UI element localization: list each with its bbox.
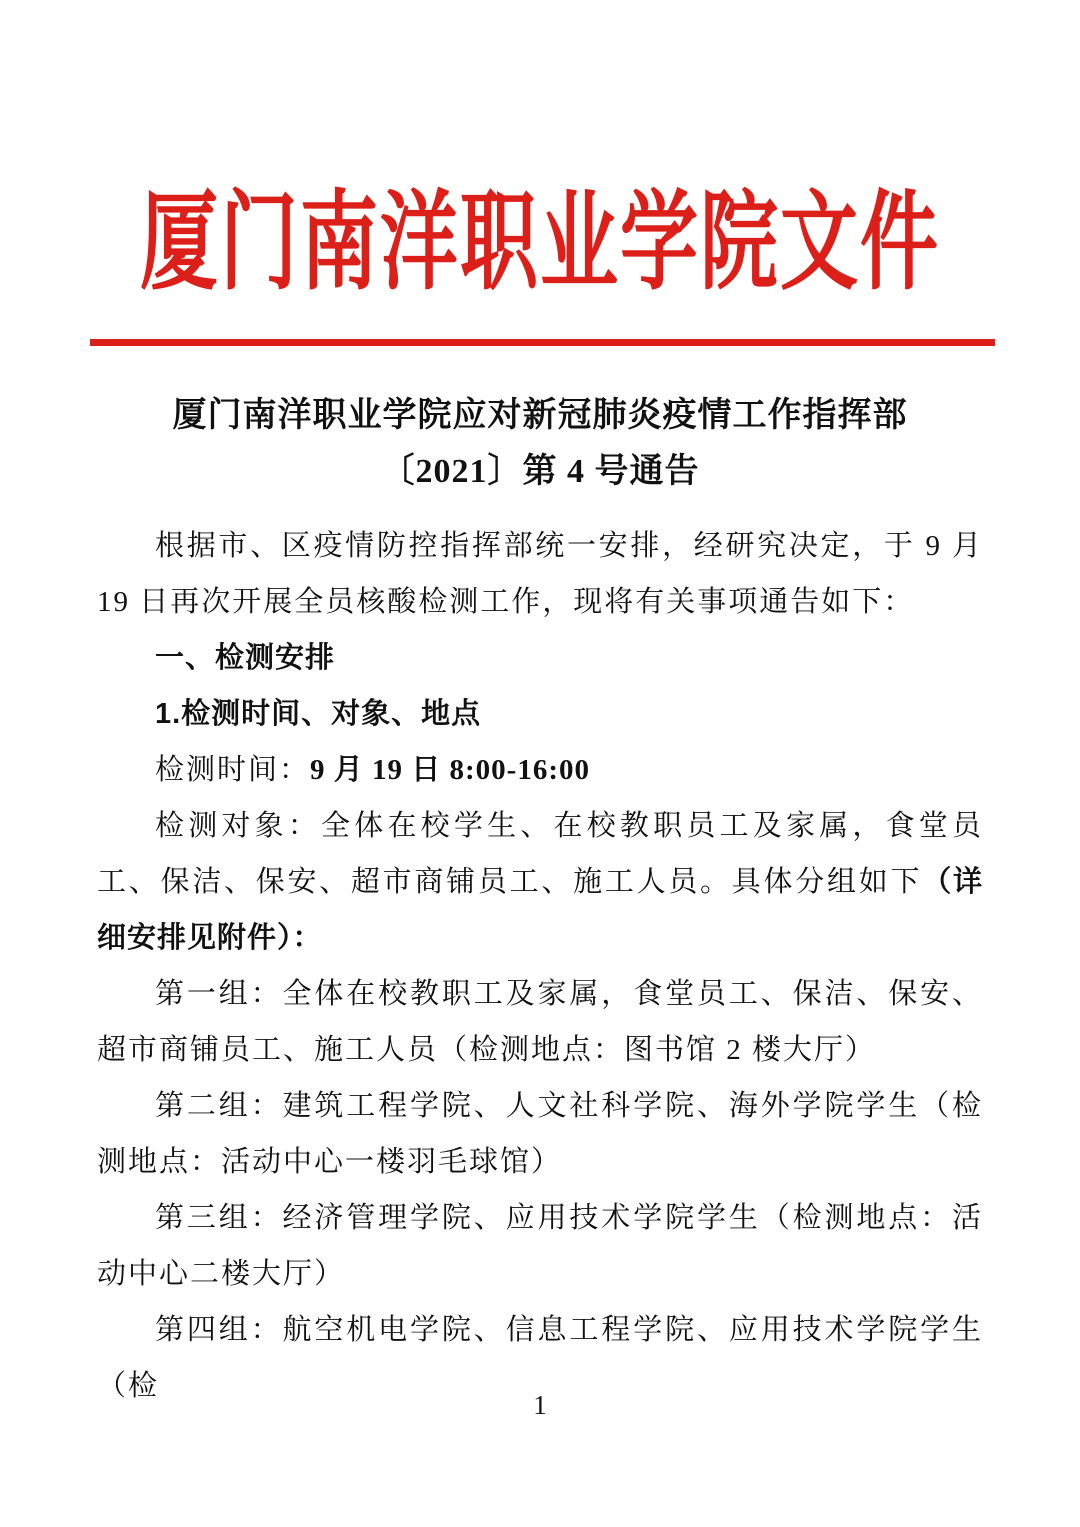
paragraph-test-target	[97, 798, 983, 966]
test-time-label: 检测时间：	[155, 754, 311, 786]
sub-heading-1: 1.检测时间、对象、地点	[155, 698, 482, 730]
paragraph-test-time	[97, 742, 983, 798]
red-masthead-title: 厦门南洋职业学院文件	[139, 182, 940, 303]
section-heading-1: 一、检测安排	[155, 642, 336, 674]
page-number: 1	[533, 1390, 547, 1420]
document-title-line1: 厦门南洋职业学院应对新冠肺炎疫情工作指挥部	[172, 397, 908, 434]
document-title	[50, 388, 1030, 500]
paragraph-group-1: 第一组：全体在校教职工及家属，食堂员工、保洁、保安、超市商铺员工、施工人员（检测地点：图书馆 2 楼大厅）	[97, 978, 983, 1066]
document-title-line2: 〔2021〕第 4 号通告	[380, 453, 700, 490]
test-target-bold-note: （详细安排见附件）：	[97, 866, 983, 954]
test-target-text: 检测对象：全体在校学生、在校教职员工及家属，食堂员工、保洁、保安、超市商铺员工、施工人员。具体分组如下	[97, 810, 983, 898]
test-time-value: 9 月 19 日 8:00-16:00	[310, 754, 590, 786]
paragraph-intro: 根据市、区疫情防控指挥部统一安排，经研究决定，于 9 月 19 日再次开展全员核酸检测工作，现将有关事项通告如下：	[97, 530, 983, 618]
paragraph-group-2: 第二组：建筑工程学院、人文社科学院、海外学院学生（检测地点：活动中心一楼羽毛球馆）	[97, 1090, 983, 1178]
paragraph-group-3: 第三组：经济管理学院、应用技术学院学生（检测地点：活动中心二楼大厅）	[97, 1202, 983, 1290]
document-body	[97, 518, 983, 1414]
red-divider-rule	[90, 339, 995, 346]
paragraph-group-4: 第四组：航空机电学院、信息工程学院、应用技术学院学生（检	[97, 1314, 983, 1402]
